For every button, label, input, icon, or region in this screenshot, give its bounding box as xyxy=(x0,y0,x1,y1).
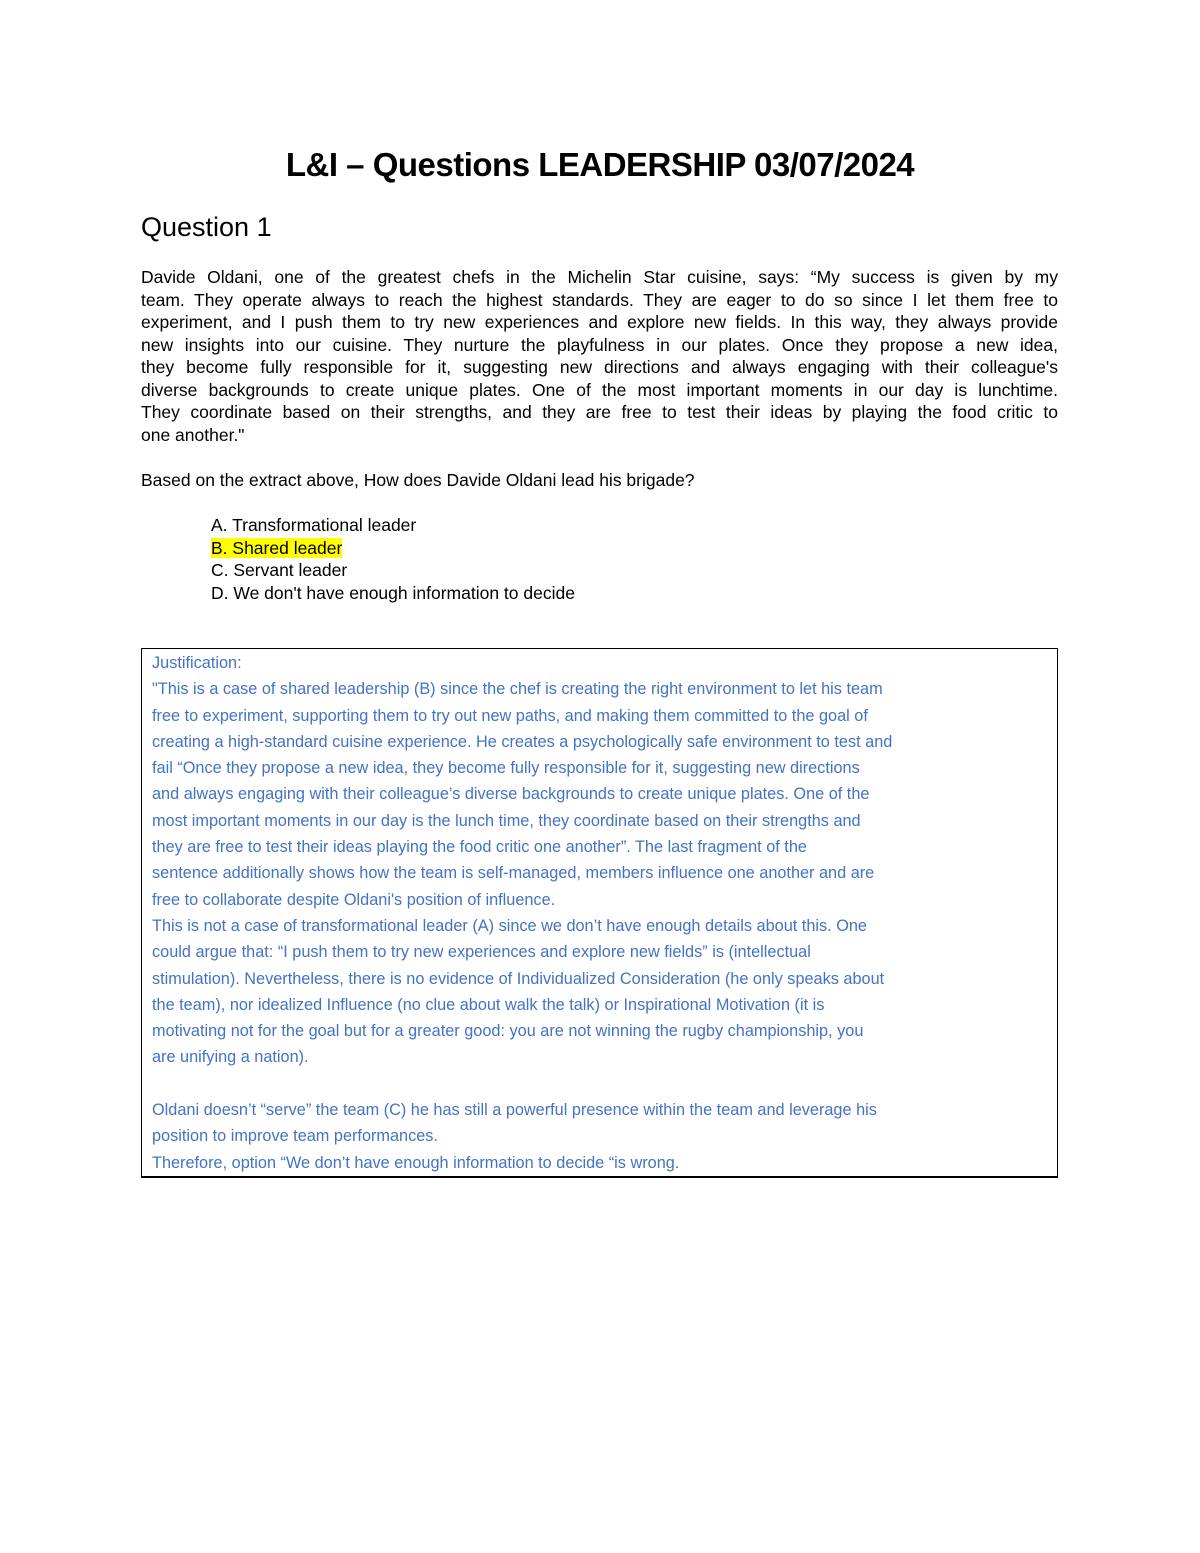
justification-line: they are free to test their ideas playing the food critic one another”. The last fragment of the xyxy=(152,838,807,857)
extract-line: team. They operate always to reach the highest standards. They are eager to do so since I let them free to xyxy=(141,289,1058,310)
option-c-label: C. Servant leader xyxy=(211,560,348,580)
extract-line: They coordinate based on their strengths, and they are free to test their ideas by playing the food critic to xyxy=(141,402,1058,422)
extract-line: experiment, and I push them to try new experiences and explore new fields. In this way, they always provide xyxy=(141,312,1058,332)
option-b-label-highlighted: B. Shared leader xyxy=(211,537,343,558)
justification-line: are unifying a nation). xyxy=(152,1048,309,1067)
justification-line: fail “Once they propose a new idea, they become fully responsible for it, suggesting new directions xyxy=(152,759,860,778)
option-a xyxy=(211,514,575,537)
justification-line: could argue that: “I push them to try new experiences and explore new fields” is (intellectual xyxy=(152,943,811,962)
answer-options xyxy=(211,514,575,604)
justification-line: creating a high-standard cuisine experience. He creates a psychologically safe environment to test and xyxy=(152,732,893,751)
option-a-label: A. Transformational leader xyxy=(211,515,417,535)
extract-line: Davide Oldani, one of the greatest chefs in the Michelin Star cuisine, says: “My success is given by my xyxy=(141,267,1058,287)
justification-line: Therefore, option “We don’t have enough information to decide “is wrong. xyxy=(152,1153,680,1172)
justification-line: motivating not for the goal but for a greater good: you are not winning the rugby championship, you xyxy=(152,1022,864,1041)
extract-line: they become fully responsible for it, suggesting new directions and always engaging with their colleague's xyxy=(141,357,1058,377)
justification-heading: Justification: xyxy=(152,654,242,672)
justification-line: This is not a case of transformational leader (A) since we don’t have enough details about this. One xyxy=(152,916,867,935)
option-c xyxy=(211,559,575,582)
justification-line: the team), nor idealized Influence (no clue about walk the talk) or Inspirational Motivation (it is xyxy=(152,995,825,1014)
extract-line: one another." xyxy=(141,424,245,445)
question-prompt: Based on the extract above, How does Davide Oldani lead his brigade? xyxy=(141,470,695,490)
extract-line: diverse backgrounds to create unique plates. One of the most important moments in our day is lunchtime. xyxy=(141,379,1058,400)
justification-line: free to experiment, supporting them to try out new paths, and making them committed to the goal of xyxy=(152,706,868,725)
justification-line: Oldani doesn’t “serve” the team (C) he has still a powerful presence within the team and leverage his xyxy=(152,1101,877,1120)
justification-line: stimulation). Nevertheless, there is no evidence of Individualized Consideration (he only speaks about xyxy=(152,969,885,988)
justification-line: most important moments in our day is the lunch time, they coordinate based on their strengths and xyxy=(152,811,861,830)
justification-line: free to collaborate despite Oldani's position of influence. xyxy=(152,890,556,909)
option-b xyxy=(211,537,575,560)
justification-line: sentence additionally shows how the team is self-managed, members influence one another and are xyxy=(152,864,875,883)
document-title: L&I – Questions LEADERSHIP 03/07/2024 xyxy=(285,146,915,183)
justification-line: and always engaging with their colleague’s diverse backgrounds to create unique plates. One of the xyxy=(152,785,870,804)
question-extract xyxy=(141,266,1058,446)
justification-line xyxy=(152,1071,892,1097)
extract-line: new insights into our cuisine. They nurture the playfulness in our plates. Once they propose a new idea, xyxy=(141,334,1058,355)
option-d-label: D. We don't have enough information to decide xyxy=(211,582,575,603)
question-heading: Question 1 xyxy=(141,212,272,242)
justification-line: position to improve team performances. xyxy=(152,1127,438,1146)
justification-line: "This is a case of shared leadership (B) since the chef is creating the right environment to let his team xyxy=(152,680,883,699)
option-d xyxy=(211,582,575,605)
justification-text xyxy=(152,650,892,1176)
